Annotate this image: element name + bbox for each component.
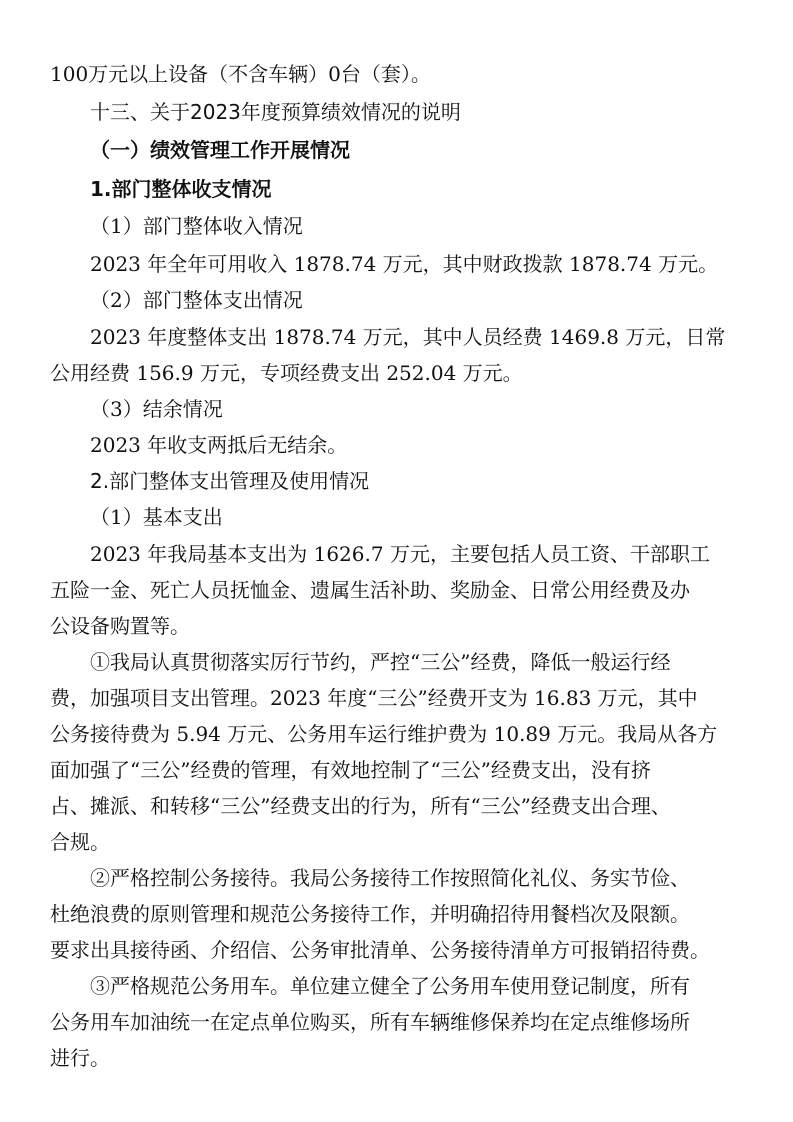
item-2-heading: 2.部门整体支出管理及使用情况 bbox=[90, 469, 370, 493]
paragraph-3-text: ③严格规范公务用车。单位建立健全了公务用车使用登记制度，所有 bbox=[90, 974, 690, 998]
income-subheading: （1）部门整体收入情况 bbox=[90, 214, 303, 238]
balance-subheading: （3）结余情况 bbox=[90, 397, 223, 421]
basic-expenditure-text: 五险一金、死亡人员抚恤金、遗属生活补助、奖励金、日常公用经费及办 bbox=[50, 578, 690, 602]
paragraph-1-text: 占、摊派、和转移“三公”经费支出的行为，所有“三公”经费支出合理、 bbox=[50, 794, 671, 818]
subsection-1-heading: （一）绩效管理工作开展情况 bbox=[90, 138, 350, 162]
income-text: 2023 年全年可用收入 1878.74 万元，其中财政拨款 1878.74 万元。 bbox=[90, 252, 719, 276]
basic-expenditure-text: 公设备购置等。 bbox=[50, 614, 190, 638]
balance-text: 2023 年收支两抵后无结余。 bbox=[90, 433, 348, 457]
paragraph-2-text: 要求出具接待函、介绍信、公务审批清单、公务接待清单方可报销招待费。 bbox=[50, 938, 710, 962]
section-13-heading: 十三、关于2023年度预算绩效情况的说明 bbox=[90, 100, 461, 124]
basic-expenditure-text: 2023 年我局基本支出为 1626.7 万元，主要包括人员工资、干部职工 bbox=[90, 542, 710, 566]
basic-expenditure-subheading: （1）基本支出 bbox=[90, 505, 223, 529]
paragraph-1-text: 合规。 bbox=[50, 830, 110, 854]
item-1-heading: 1.部门整体收支情况 bbox=[90, 177, 272, 201]
expenditure-text: 2023 年度整体支出 1878.74 万元，其中人员经费 1469.8 万元，日常 bbox=[90, 325, 726, 349]
paragraph-2-text: 杜绝浪费的原则管理和规范公务接待工作，并明确招待用餐档次及限额。 bbox=[50, 902, 690, 926]
paragraph-1-text: 费，加强项目支出管理。2023 年度“三公”经费开支为 16.83 万元，其中 bbox=[50, 686, 698, 710]
paragraph-1-text: 公务接待费为 5.94 万元、公务用车运行维护费为 10.89 万元。我局从各方 bbox=[50, 722, 718, 746]
expenditure-text: 公用经费 156.9 万元，专项经费支出 252.04 万元。 bbox=[50, 361, 523, 385]
paragraph-2-text: ②严格控制公务接待。我局公务接待工作按照简化礼仪、务实节俭、 bbox=[90, 866, 690, 890]
paragraph-1-text: ①我局认真贯彻落实厉行节约，严控“三公”经费，降低一般运行经 bbox=[90, 650, 671, 674]
equipment-count-line: 100万元以上设备（不含车辆）0台（套）。 bbox=[50, 62, 431, 86]
paragraph-3-text: 公务用车加油统一在定点单位购买，所有车辆维修保养均在定点维修场所 bbox=[50, 1010, 690, 1034]
expenditure-subheading: （2）部门整体支出情况 bbox=[90, 288, 303, 312]
paragraph-1-text: 面加强了“三公”经费的管理，有效地控制了“三公”经费支出，没有挤 bbox=[50, 758, 651, 782]
paragraph-3-text: 进行。 bbox=[50, 1046, 110, 1070]
